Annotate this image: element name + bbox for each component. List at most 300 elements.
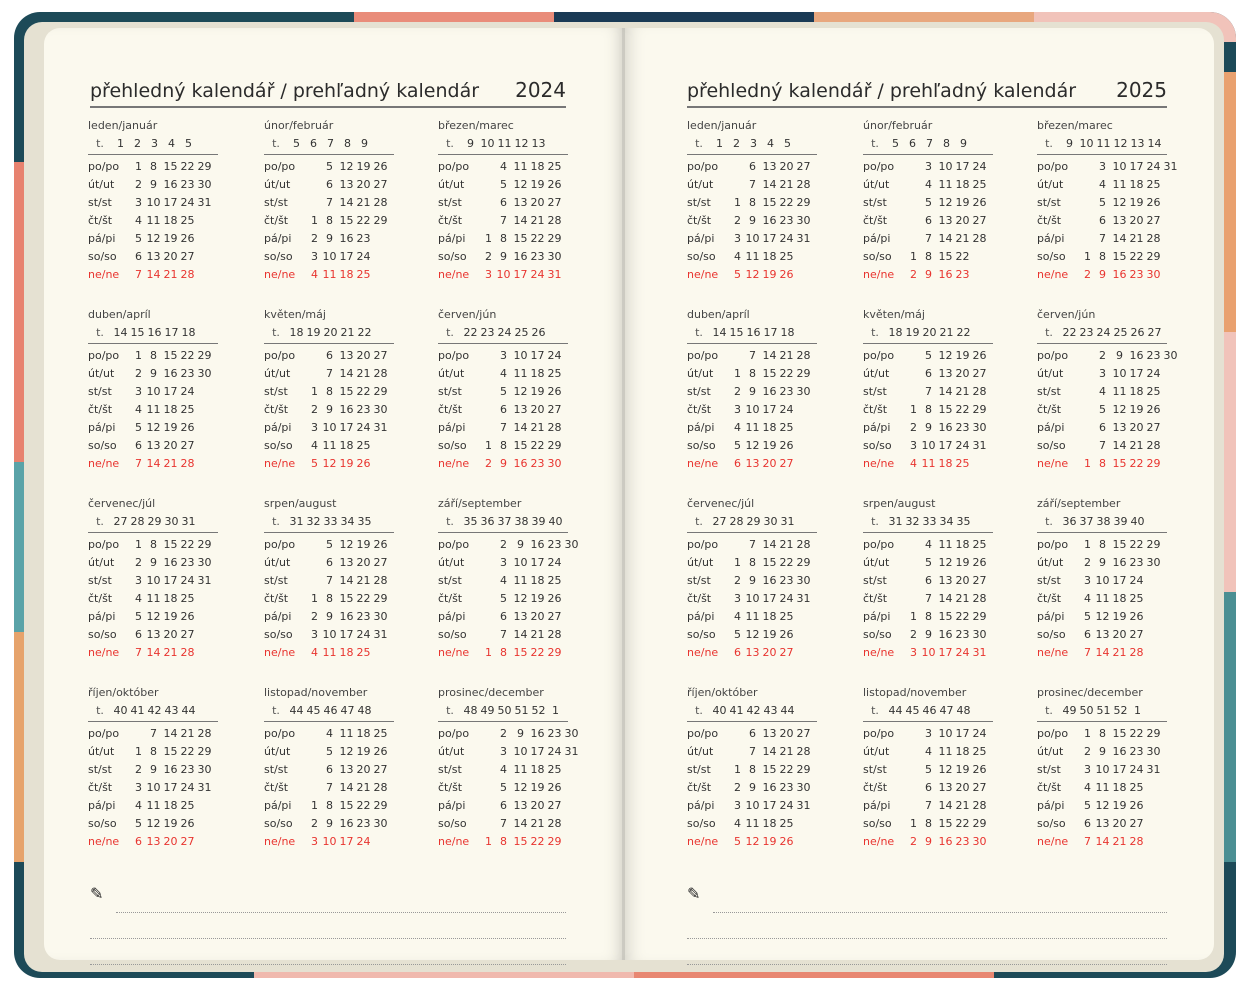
day-number: 24 <box>955 439 970 452</box>
day-number: 3 <box>135 781 142 794</box>
week-number: 37 <box>1079 515 1094 528</box>
week-number: 34 <box>939 515 954 528</box>
note-line[interactable] <box>687 964 1167 965</box>
day-number <box>563 779 580 797</box>
day-number: 28 <box>1129 646 1144 659</box>
week-number: 8 <box>344 137 351 150</box>
week-number: 10 <box>1079 137 1094 150</box>
day-number: 5 <box>135 817 142 830</box>
day-number <box>731 725 744 743</box>
day-number <box>907 194 920 212</box>
day-number: 29 <box>1146 250 1161 263</box>
day-number: 12 <box>745 439 760 452</box>
week-number: 17 <box>763 326 778 339</box>
month-name: prosinec/december <box>1037 686 1143 699</box>
day-number: 20 <box>530 403 545 416</box>
day-number: 12 <box>1095 799 1110 812</box>
weekday-label: út/ut <box>438 745 465 758</box>
day-number: 7 <box>326 574 333 587</box>
day-number <box>731 536 744 554</box>
day-number: 16 <box>938 628 953 641</box>
weekday-row <box>861 626 1035 644</box>
weekday-label: út/ut <box>264 178 291 191</box>
day-number: 8 <box>1099 250 1106 263</box>
week-number-row <box>863 512 993 533</box>
day-number: 7 <box>925 232 932 245</box>
weekday-label: po/po <box>264 160 296 173</box>
week-label: t. <box>871 515 879 528</box>
weekday-label: po/po <box>264 727 296 740</box>
weekday-label: út/ut <box>438 178 465 191</box>
weekday-label: st/st <box>1037 196 1061 209</box>
month-name: leden/január <box>88 119 158 132</box>
weekday-row <box>262 176 436 194</box>
day-number: 30 <box>796 385 811 398</box>
day-number: 9 <box>150 367 157 380</box>
weekday-row <box>262 608 436 626</box>
weekday-label: po/po <box>88 538 120 551</box>
week-number: 49 <box>1062 704 1077 717</box>
day-number: 1 <box>135 349 142 362</box>
sunday-row <box>262 455 436 473</box>
weekday-row <box>685 176 861 194</box>
day-number: 26 <box>547 178 562 191</box>
day-number: 11 <box>322 646 337 659</box>
weekday-row <box>262 536 436 554</box>
weekday-row <box>861 761 1035 779</box>
weekday-row <box>685 572 861 590</box>
week-number: 20 <box>323 326 338 339</box>
weekday-label: so/so <box>687 628 716 641</box>
day-number: 7 <box>749 349 756 362</box>
day-number: 7 <box>500 421 507 434</box>
day-number: 18 <box>762 610 777 623</box>
day-number: 1 <box>311 385 318 398</box>
weekday-row <box>1035 212 1195 230</box>
day-number: 10 <box>938 160 953 173</box>
day-number: 11 <box>322 439 337 452</box>
day-number: 4 <box>734 817 741 830</box>
month-block <box>685 685 861 874</box>
day-number: 5 <box>925 349 932 362</box>
day-number <box>563 644 580 662</box>
day-number: 31 <box>564 745 579 758</box>
day-number: 16 <box>762 385 777 398</box>
day-number: 8 <box>925 403 932 416</box>
weekday-row <box>861 347 1035 365</box>
weekday-label: so/so <box>1037 250 1066 263</box>
day-number: 28 <box>180 646 195 659</box>
day-number: 22 <box>955 817 970 830</box>
day-number <box>795 815 812 833</box>
month-name: říjen/október <box>88 686 159 699</box>
day-number: 2 <box>311 403 318 416</box>
weekday-row <box>1035 419 1195 437</box>
day-number: 8 <box>925 817 932 830</box>
month-name: červenec/júl <box>687 497 755 510</box>
note-line[interactable] <box>90 964 566 965</box>
weekday-row <box>262 779 436 797</box>
day-number: 8 <box>500 232 507 245</box>
day-number <box>482 419 495 437</box>
week-label: t. <box>272 326 280 339</box>
weekday-row <box>685 797 861 815</box>
day-number: 1 <box>485 439 492 452</box>
day-number: 13 <box>938 781 953 794</box>
day-number <box>907 743 920 761</box>
week-number: 35 <box>956 515 971 528</box>
day-number: 19 <box>163 421 178 434</box>
week-number-row <box>687 512 817 533</box>
day-number: 16 <box>163 556 178 569</box>
weekday-row <box>1035 797 1195 815</box>
day-number: 9 <box>1099 556 1106 569</box>
day-number: 31 <box>197 574 212 587</box>
week-label: t. <box>1045 137 1053 150</box>
day-number: 24 <box>1129 763 1144 776</box>
day-number: 27 <box>1146 214 1161 227</box>
sunday-row <box>1035 833 1195 851</box>
day-number: 23 <box>180 178 195 191</box>
day-number: 19 <box>1112 799 1127 812</box>
day-number: 9 <box>500 457 507 470</box>
week-number: 4 <box>767 137 774 150</box>
day-number: 11 <box>146 592 161 605</box>
day-number: 9 <box>749 214 756 227</box>
day-number: 25 <box>547 574 562 587</box>
weekday-label: so/so <box>863 628 892 641</box>
day-number: 8 <box>500 646 507 659</box>
day-number: 5 <box>1084 799 1091 812</box>
weekday-label: út/ut <box>264 556 291 569</box>
day-number: 28 <box>547 628 562 641</box>
day-number: 17 <box>762 403 777 416</box>
week-number: 23 <box>480 326 495 339</box>
weekday-row <box>86 419 262 437</box>
weekday-row <box>262 230 436 248</box>
day-number: 28 <box>197 727 212 740</box>
week-number: 18 <box>780 326 795 339</box>
day-number <box>907 590 920 608</box>
weekday-row <box>685 401 861 419</box>
day-number: 5 <box>734 439 741 452</box>
day-number: 5 <box>500 178 507 191</box>
weekday-row <box>262 401 436 419</box>
day-number: 5 <box>734 835 741 848</box>
day-number: 21 <box>1112 835 1127 848</box>
day-number: 21 <box>779 538 794 551</box>
day-number: 22 <box>1129 538 1144 551</box>
day-number <box>196 419 213 437</box>
day-number: 20 <box>163 628 178 641</box>
day-number: 27 <box>373 763 388 776</box>
page-header-2025 <box>687 78 1167 108</box>
day-number <box>132 725 145 743</box>
weekday-label: pá/pi <box>863 421 891 434</box>
weekday-row <box>262 761 436 779</box>
day-number: 12 <box>146 421 161 434</box>
week-number-row <box>264 512 394 533</box>
day-number: 1 <box>311 214 318 227</box>
weekday-row <box>1035 176 1195 194</box>
day-number: 2 <box>910 268 917 281</box>
day-number <box>1081 176 1094 194</box>
week-number: 14 <box>1147 137 1162 150</box>
weekday-row <box>436 554 596 572</box>
day-number: 15 <box>163 349 178 362</box>
weekday-label: út/ut <box>687 367 714 380</box>
day-number <box>563 626 580 644</box>
week-number: 30 <box>164 515 179 528</box>
week-number: 12 <box>1113 137 1128 150</box>
weekday-label: st/st <box>1037 385 1061 398</box>
weekday-label: čt/št <box>88 592 113 605</box>
day-number: 7 <box>500 628 507 641</box>
day-number: 19 <box>762 835 777 848</box>
weekday-row <box>262 158 436 176</box>
weekday-label: pá/pi <box>687 421 715 434</box>
day-number: 17 <box>339 421 354 434</box>
day-number: 27 <box>972 214 987 227</box>
weekday-label: út/ut <box>1037 178 1064 191</box>
week-number: 36 <box>480 515 495 528</box>
weekday-row <box>861 743 1035 761</box>
day-number: 20 <box>955 367 970 380</box>
day-number: 25 <box>180 592 195 605</box>
day-number: 15 <box>1112 727 1127 740</box>
week-number: 19 <box>905 326 920 339</box>
weekday-label: so/so <box>264 628 293 641</box>
weekday-label: út/ut <box>88 556 115 569</box>
week-number: 1 <box>716 137 723 150</box>
day-number: 27 <box>180 628 195 641</box>
day-number: 22 <box>180 349 195 362</box>
day-number <box>971 248 988 266</box>
day-number: 21 <box>530 214 545 227</box>
day-number: 25 <box>180 799 195 812</box>
note-line[interactable] <box>713 912 1167 913</box>
day-number: 16 <box>163 763 178 776</box>
week-number: 33 <box>922 515 937 528</box>
day-number: 2 <box>500 727 507 740</box>
day-number: 1 <box>485 646 492 659</box>
day-number: 10 <box>1095 574 1110 587</box>
weekday-label: ne/ne <box>88 268 120 281</box>
day-number: 14 <box>938 232 953 245</box>
weekday-label: so/so <box>88 250 117 263</box>
weekday-label: út/ut <box>863 556 890 569</box>
sunday-row <box>86 266 262 284</box>
day-number: 1 <box>734 367 741 380</box>
day-number: 19 <box>530 781 545 794</box>
day-number: 15 <box>339 385 354 398</box>
day-number: 28 <box>972 385 987 398</box>
week-number: 39 <box>531 515 546 528</box>
weekday-row <box>1035 725 1195 743</box>
day-number <box>1081 347 1094 365</box>
note-line[interactable] <box>90 938 566 939</box>
note-line[interactable] <box>687 938 1167 939</box>
weekday-label: st/st <box>438 763 462 776</box>
day-number <box>563 797 580 815</box>
day-number: 10 <box>513 349 528 362</box>
day-number: 23 <box>180 367 195 380</box>
day-number <box>907 554 920 572</box>
day-number: 4 <box>326 727 333 740</box>
day-number: 30 <box>1146 745 1161 758</box>
sunday-row <box>436 455 596 473</box>
day-number: 26 <box>373 538 388 551</box>
weekday-row <box>1035 815 1195 833</box>
weekday-row <box>262 725 436 743</box>
weekday-label: so/so <box>438 250 467 263</box>
week-label: t. <box>446 704 454 717</box>
day-number: 15 <box>513 835 528 848</box>
weekday-label: st/st <box>88 196 112 209</box>
sunday-row <box>1035 644 1195 662</box>
month-block <box>262 307 436 496</box>
day-number: 5 <box>135 421 142 434</box>
day-number: 3 <box>311 250 318 263</box>
day-number: 4 <box>925 538 932 551</box>
weekday-row <box>86 158 262 176</box>
weekday-row <box>436 626 596 644</box>
month-block <box>861 496 1035 685</box>
day-number: 9 <box>517 727 524 740</box>
weekday-row <box>86 176 262 194</box>
day-number: 29 <box>972 610 987 623</box>
day-number: 3 <box>1099 160 1106 173</box>
weekday-label: ne/ne <box>687 457 719 470</box>
month-name: leden/január <box>687 119 757 132</box>
day-number: 21 <box>530 817 545 830</box>
day-number: 16 <box>513 250 528 263</box>
weekday-label: čt/št <box>863 592 888 605</box>
weekday-row <box>436 572 596 590</box>
day-number <box>731 176 744 194</box>
day-number: 19 <box>530 385 545 398</box>
day-number: 20 <box>530 610 545 623</box>
day-number: 28 <box>1146 232 1161 245</box>
weekday-label: ne/ne <box>438 835 470 848</box>
weekday-label: čt/št <box>88 781 113 794</box>
day-number: 26 <box>972 196 987 209</box>
day-number: 5 <box>925 763 932 776</box>
weekday-label: so/so <box>88 439 117 452</box>
note-line[interactable] <box>116 912 566 913</box>
week-number: 15 <box>130 326 145 339</box>
day-number: 14 <box>762 349 777 362</box>
day-number <box>1145 626 1162 644</box>
day-number: 10 <box>496 268 511 281</box>
weekday-row <box>86 797 262 815</box>
day-number: 21 <box>955 799 970 812</box>
weekday-row <box>262 248 436 266</box>
day-number: 4 <box>1099 385 1106 398</box>
day-number: 31 <box>972 646 987 659</box>
week-number: 50 <box>1079 704 1094 717</box>
day-number: 17 <box>339 250 354 263</box>
day-number <box>907 761 920 779</box>
day-number: 6 <box>749 727 756 740</box>
weekday-label: st/st <box>88 385 112 398</box>
page-year: 2024 <box>515 78 566 102</box>
day-number: 16 <box>938 268 953 281</box>
day-number: 11 <box>1095 592 1110 605</box>
weekday-row <box>436 365 596 383</box>
day-number: 19 <box>762 268 777 281</box>
day-number: 13 <box>146 628 161 641</box>
day-number: 27 <box>180 835 195 848</box>
weekday-label: pá/pi <box>863 232 891 245</box>
weekday-row <box>861 212 1035 230</box>
day-number: 23 <box>1129 745 1144 758</box>
weekday-label: čt/št <box>1037 781 1062 794</box>
weekday-label: čt/št <box>438 592 463 605</box>
weekday-row <box>436 248 596 266</box>
day-number <box>308 347 321 365</box>
day-number: 14 <box>146 457 161 470</box>
day-number <box>482 536 495 554</box>
day-number: 14 <box>938 385 953 398</box>
day-number: 30 <box>1146 268 1161 281</box>
day-number: 5 <box>1099 403 1106 416</box>
day-number: 19 <box>530 178 545 191</box>
weekday-label: út/ut <box>438 556 465 569</box>
day-number: 23 <box>779 385 794 398</box>
week-number: 35 <box>357 515 372 528</box>
day-number: 24 <box>180 196 195 209</box>
week-number-row <box>88 512 218 533</box>
week-number: 40 <box>113 704 128 717</box>
day-number: 28 <box>373 781 388 794</box>
sunday-row <box>262 266 436 284</box>
day-number: 25 <box>1129 592 1144 605</box>
day-number: 13 <box>745 457 760 470</box>
weekday-label: st/st <box>88 763 112 776</box>
month-block <box>1035 496 1195 685</box>
day-number: 31 <box>796 592 811 605</box>
weekday-row <box>861 248 1035 266</box>
day-number: 5 <box>734 268 741 281</box>
day-number: 17 <box>1129 367 1144 380</box>
weekday-row <box>1035 626 1195 644</box>
day-number: 10 <box>146 574 161 587</box>
day-number: 17 <box>1129 160 1144 173</box>
week-number: 26 <box>531 326 546 339</box>
weekday-label: pá/pi <box>1037 232 1065 245</box>
day-number: 1 <box>910 250 917 263</box>
day-number: 8 <box>749 367 756 380</box>
day-number: 26 <box>779 268 794 281</box>
day-number: 23 <box>955 628 970 641</box>
day-number: 8 <box>1099 457 1106 470</box>
month-name: září/september <box>438 497 522 510</box>
day-number: 24 <box>1146 367 1161 380</box>
weekday-label: ne/ne <box>88 457 120 470</box>
day-number: 6 <box>734 457 741 470</box>
page-header-2024 <box>90 78 566 108</box>
day-number: 29 <box>547 646 562 659</box>
day-number <box>1081 230 1094 248</box>
day-number: 18 <box>356 727 371 740</box>
weekday-label: út/ut <box>264 367 291 380</box>
day-number: 2 <box>1084 556 1091 569</box>
day-number: 22 <box>1129 250 1144 263</box>
day-number: 22 <box>955 403 970 416</box>
day-number: 16 <box>339 403 354 416</box>
weekday-label: so/so <box>1037 817 1066 830</box>
